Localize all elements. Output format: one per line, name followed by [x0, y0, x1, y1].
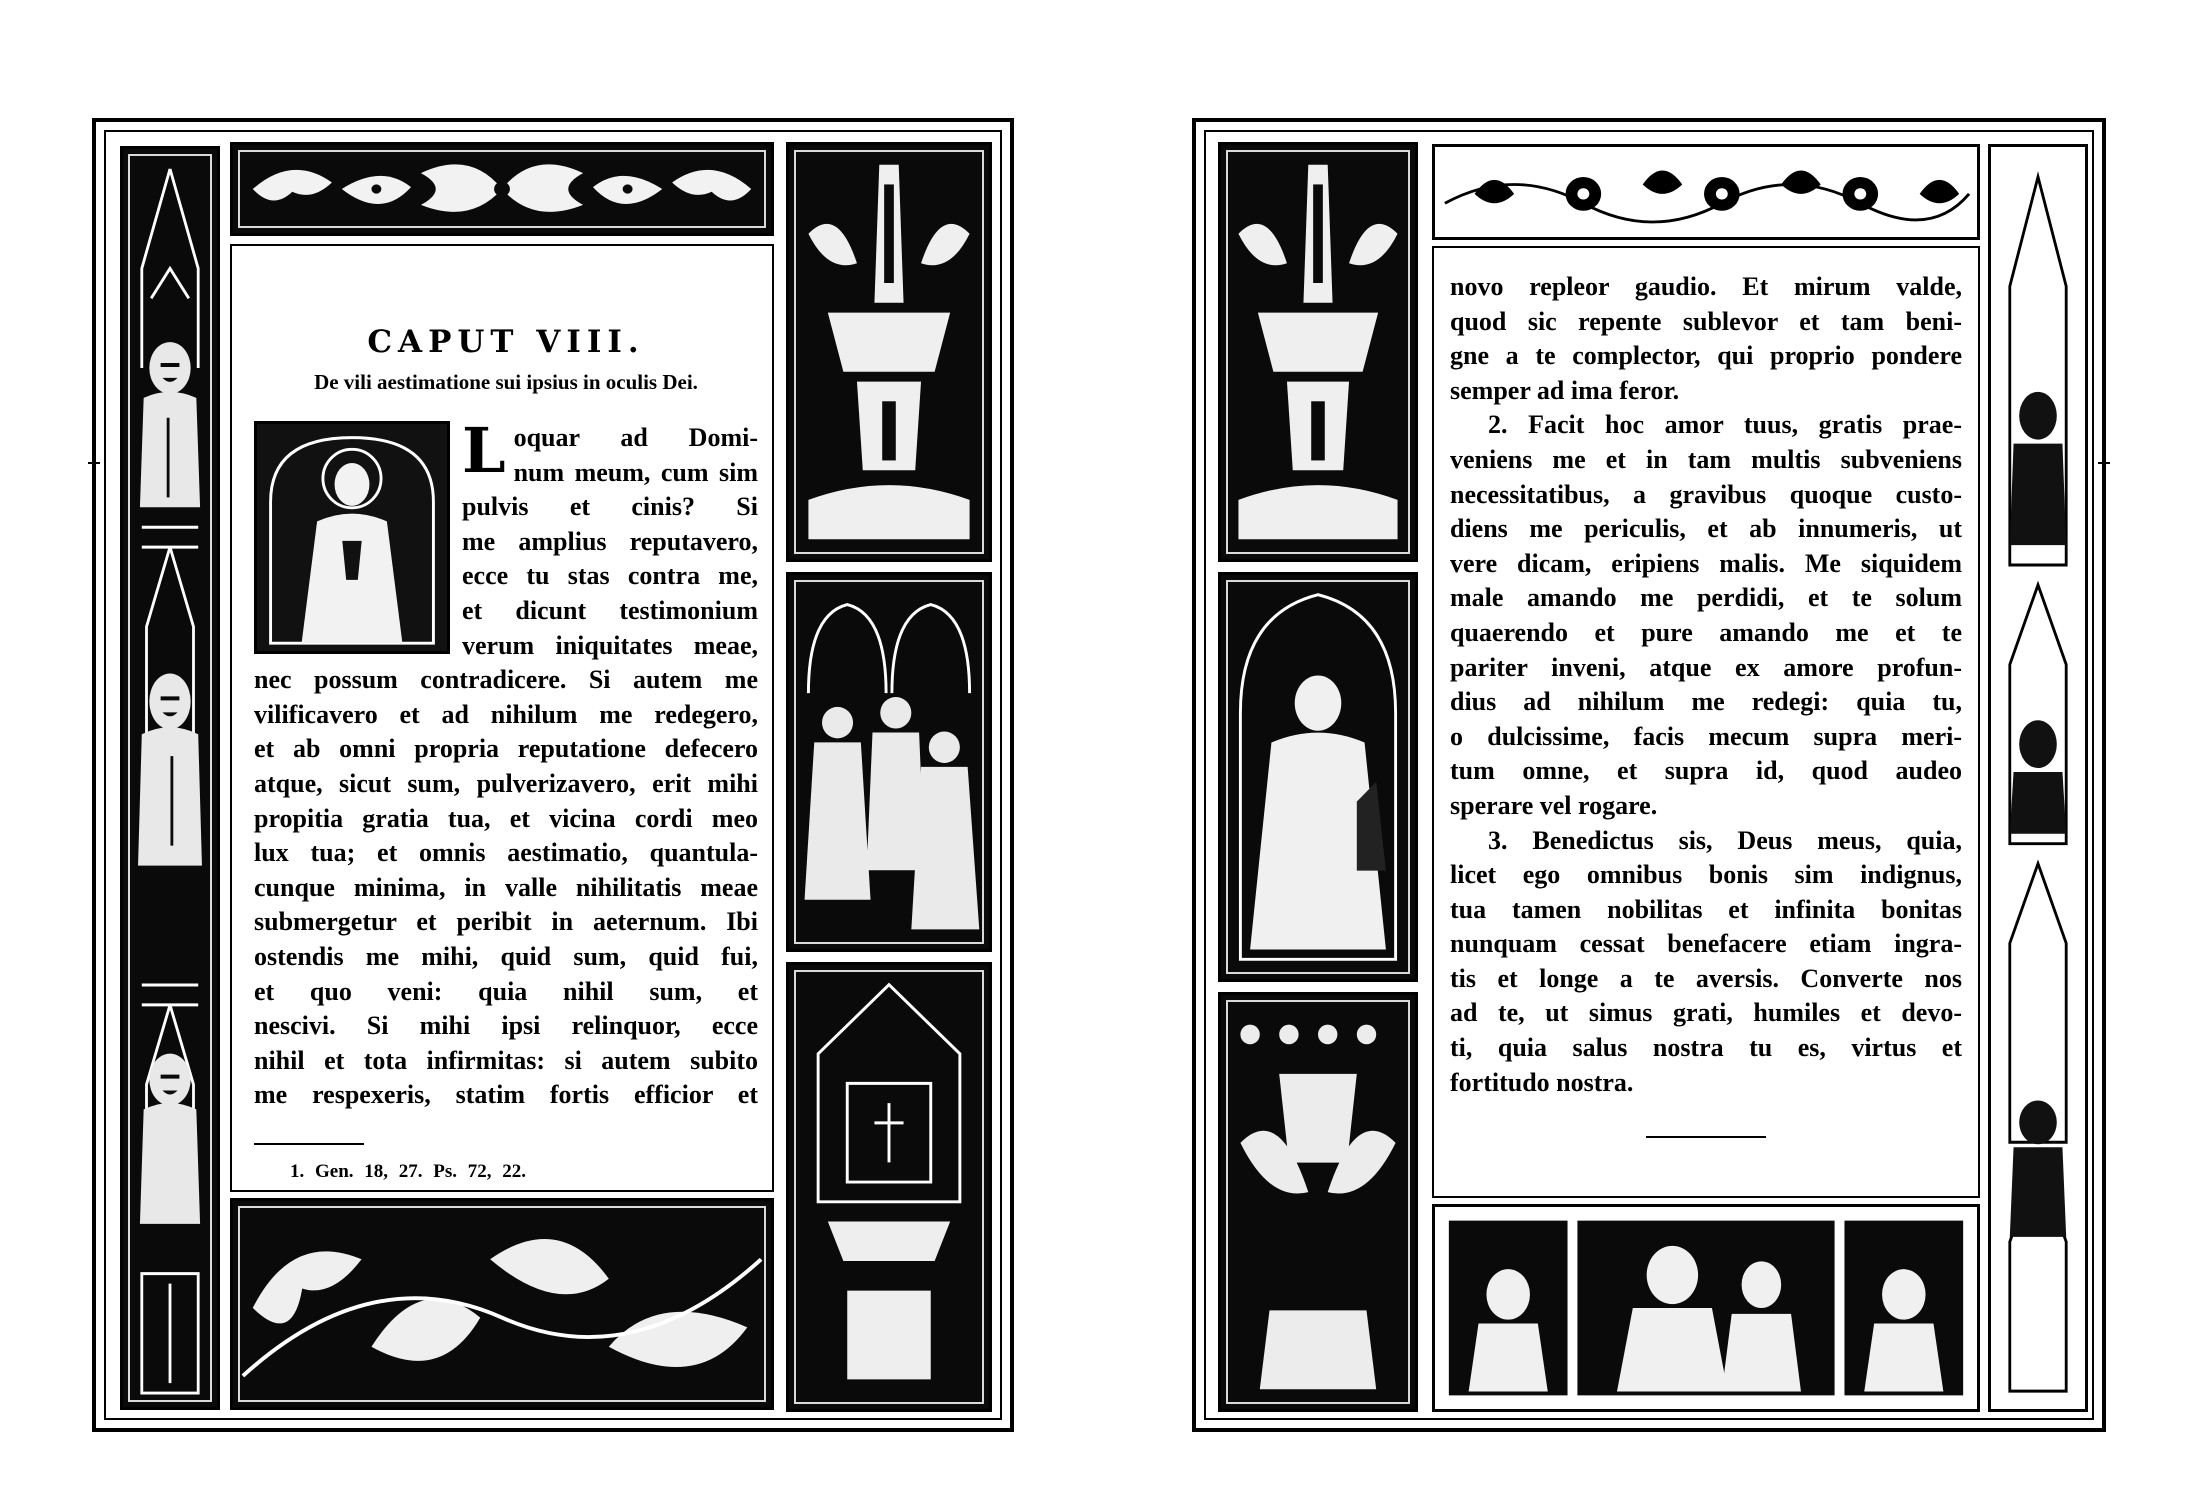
text-line: tis et longe a te aversis. Converte nos: [1450, 963, 1962, 993]
text-line: diens me periculis, et ab innumeris, ut: [1450, 514, 1962, 544]
gothic-saints-illustration: [123, 149, 217, 1407]
text-line: oquar ad Domi-: [513, 423, 758, 452]
text-line: ti, quia salus nostra tu es, virtus et: [1450, 1033, 1962, 1063]
fountain-icon: [789, 145, 989, 559]
right-border-saints-column: [1988, 144, 2088, 1412]
margin-tick: [2098, 462, 2110, 464]
text-line: nec possum contradicere. Si autem me: [254, 665, 758, 695]
text-line: et ab omni propria reputatione defecero: [254, 734, 758, 764]
footnote-divider: [254, 1143, 364, 1145]
text-line: cunque minima, in valle nihilitatis meae: [254, 872, 758, 902]
text-line: verum iniquitates meae,: [462, 630, 758, 660]
leaf-scroll-ornament: [233, 145, 771, 233]
acanthus-scroll-ornament: [233, 1201, 771, 1407]
text-line: propitia gratia tua, et vicina cordi meo: [254, 803, 758, 833]
enthroned-saint-panel: [1218, 572, 1418, 982]
top-flower-vine-ornament: [1432, 144, 1980, 240]
text-line: 2. Facit hoc amor tuus, gratis prae-: [1488, 410, 1962, 440]
text-line: ecce tu stas contra me,: [462, 561, 758, 591]
text-line: tua tamen nobilitas et infinita bonitas: [1450, 894, 1962, 924]
text-line: novo repleor gaudio. Et mirum valde,: [1450, 272, 1962, 301]
left-text-area: [230, 244, 774, 1192]
text-line: semper ad ima feror.: [1450, 375, 1680, 405]
text-line: veniens me et in tam multis subveniens: [1450, 444, 1962, 474]
left-page: [92, 118, 1014, 1432]
bottom-evangelists-panel: [1432, 1204, 1980, 1412]
text-line: licet ego omnibus bonis sim indignus,: [1450, 860, 1962, 890]
text-line: gne a te complector, qui proprio pondere: [1450, 341, 1962, 371]
text-line: me respexeris, statim fortis efficior et: [254, 1080, 758, 1110]
illuminated-initial-figure: [254, 421, 450, 654]
text-line: atque, sicut sum, pulverizavero, erit mihi: [254, 768, 758, 798]
text-line: fortitudo nostra.: [1450, 1067, 1634, 1097]
seated-saint-icon: [1221, 575, 1415, 979]
text-line: num meum, cum sim: [513, 457, 758, 487]
altar-shrine-panel: [786, 962, 992, 1412]
flower-vine-ornament: [1435, 147, 1977, 237]
text-line: male amando me perdidi, et te solum: [1450, 583, 1962, 613]
text-line: dius ad nihilum me redegi: quia tu,: [1450, 687, 1962, 717]
text-line: o dulcissime, facis mecum supra meri-: [1450, 721, 1962, 751]
text-line: submergetur et peribit in aeternum. Ibi: [254, 907, 758, 937]
figures-scene-icon: [789, 575, 989, 949]
right-text-area: [1432, 246, 1980, 1198]
gathering-scene-panel: [786, 572, 992, 952]
right-page: [1192, 118, 2106, 1432]
text-line: me amplius reputavero,: [462, 526, 758, 556]
drop-cap-letter: L: [462, 414, 506, 487]
praying-saint-icon: [257, 424, 447, 651]
text-line: sperare vel rogare.: [1450, 790, 1658, 820]
urn-foliage-panel: [1218, 992, 1418, 1412]
fountain-illustration-panel-right: [1218, 142, 1418, 562]
text-line: vilificavero et ad nihilum me redegero,: [254, 699, 758, 729]
chapter-subtitle: De vili aestimatione sui ipsius in oculis Dei.: [314, 370, 698, 394]
top-floral-ornament: [230, 142, 774, 236]
text-line: tum omne, et supra id, quod audeo: [1450, 756, 1962, 786]
text-line: 3. Benedictus sis, Deus meus, quia,: [1488, 825, 1962, 855]
bottom-acanthus-ornament: [230, 1198, 774, 1410]
text-line: et dicunt testimonium: [462, 595, 758, 625]
fountain-illustration-panel: [786, 142, 992, 562]
text-line: et quo veni: quia nihil sum, et: [254, 976, 758, 1006]
text-line: quaerendo et pure amando me et te: [1450, 617, 1962, 647]
evangelists-scene-icon: [1435, 1207, 1977, 1409]
text-line: ad te, ut simus grati, humiles et devo-: [1450, 998, 1962, 1028]
text-line: pariter inveni, atque ex amore profun-: [1450, 652, 1962, 682]
right-body-text: [1450, 270, 1962, 1100]
text-line: nescivi. Si mihi ipsi relinquor, ecce: [254, 1011, 758, 1041]
chapter-end-rule: [1646, 1136, 1766, 1138]
text-line: lux tua; et omnis aestimatio, quantula-: [254, 838, 758, 868]
text-line: pulvis et cinis? Si: [462, 492, 758, 522]
fountain-icon: [1221, 145, 1415, 559]
gothic-saints-illustration: [1991, 147, 2085, 1409]
footnote: 1. Gen. 18, 27. Ps. 72, 22.: [290, 1160, 527, 1182]
margin-tick: [88, 462, 100, 464]
text-line: nihil et tota infirmitas: si autem subito: [254, 1045, 758, 1075]
text-line: necessitatibus, a gravibus quoque custo-: [1450, 479, 1962, 509]
text-line: vere dicam, eripiens malis. Me siquidem: [1450, 548, 1962, 578]
left-border-saints-column: [120, 146, 220, 1410]
shrine-icon: [789, 965, 989, 1409]
text-line: quod sic repente sublevor et tam beni-: [1450, 306, 1962, 336]
urn-icon: [1221, 995, 1415, 1409]
chapter-title: CAPUT VIII.: [367, 324, 645, 360]
text-line: ostendis me mihi, quid sum, quid fui,: [254, 941, 758, 971]
text-line: nunquam cessat benefacere etiam ingra-: [1450, 929, 1962, 959]
left-body-text: [254, 414, 758, 1113]
